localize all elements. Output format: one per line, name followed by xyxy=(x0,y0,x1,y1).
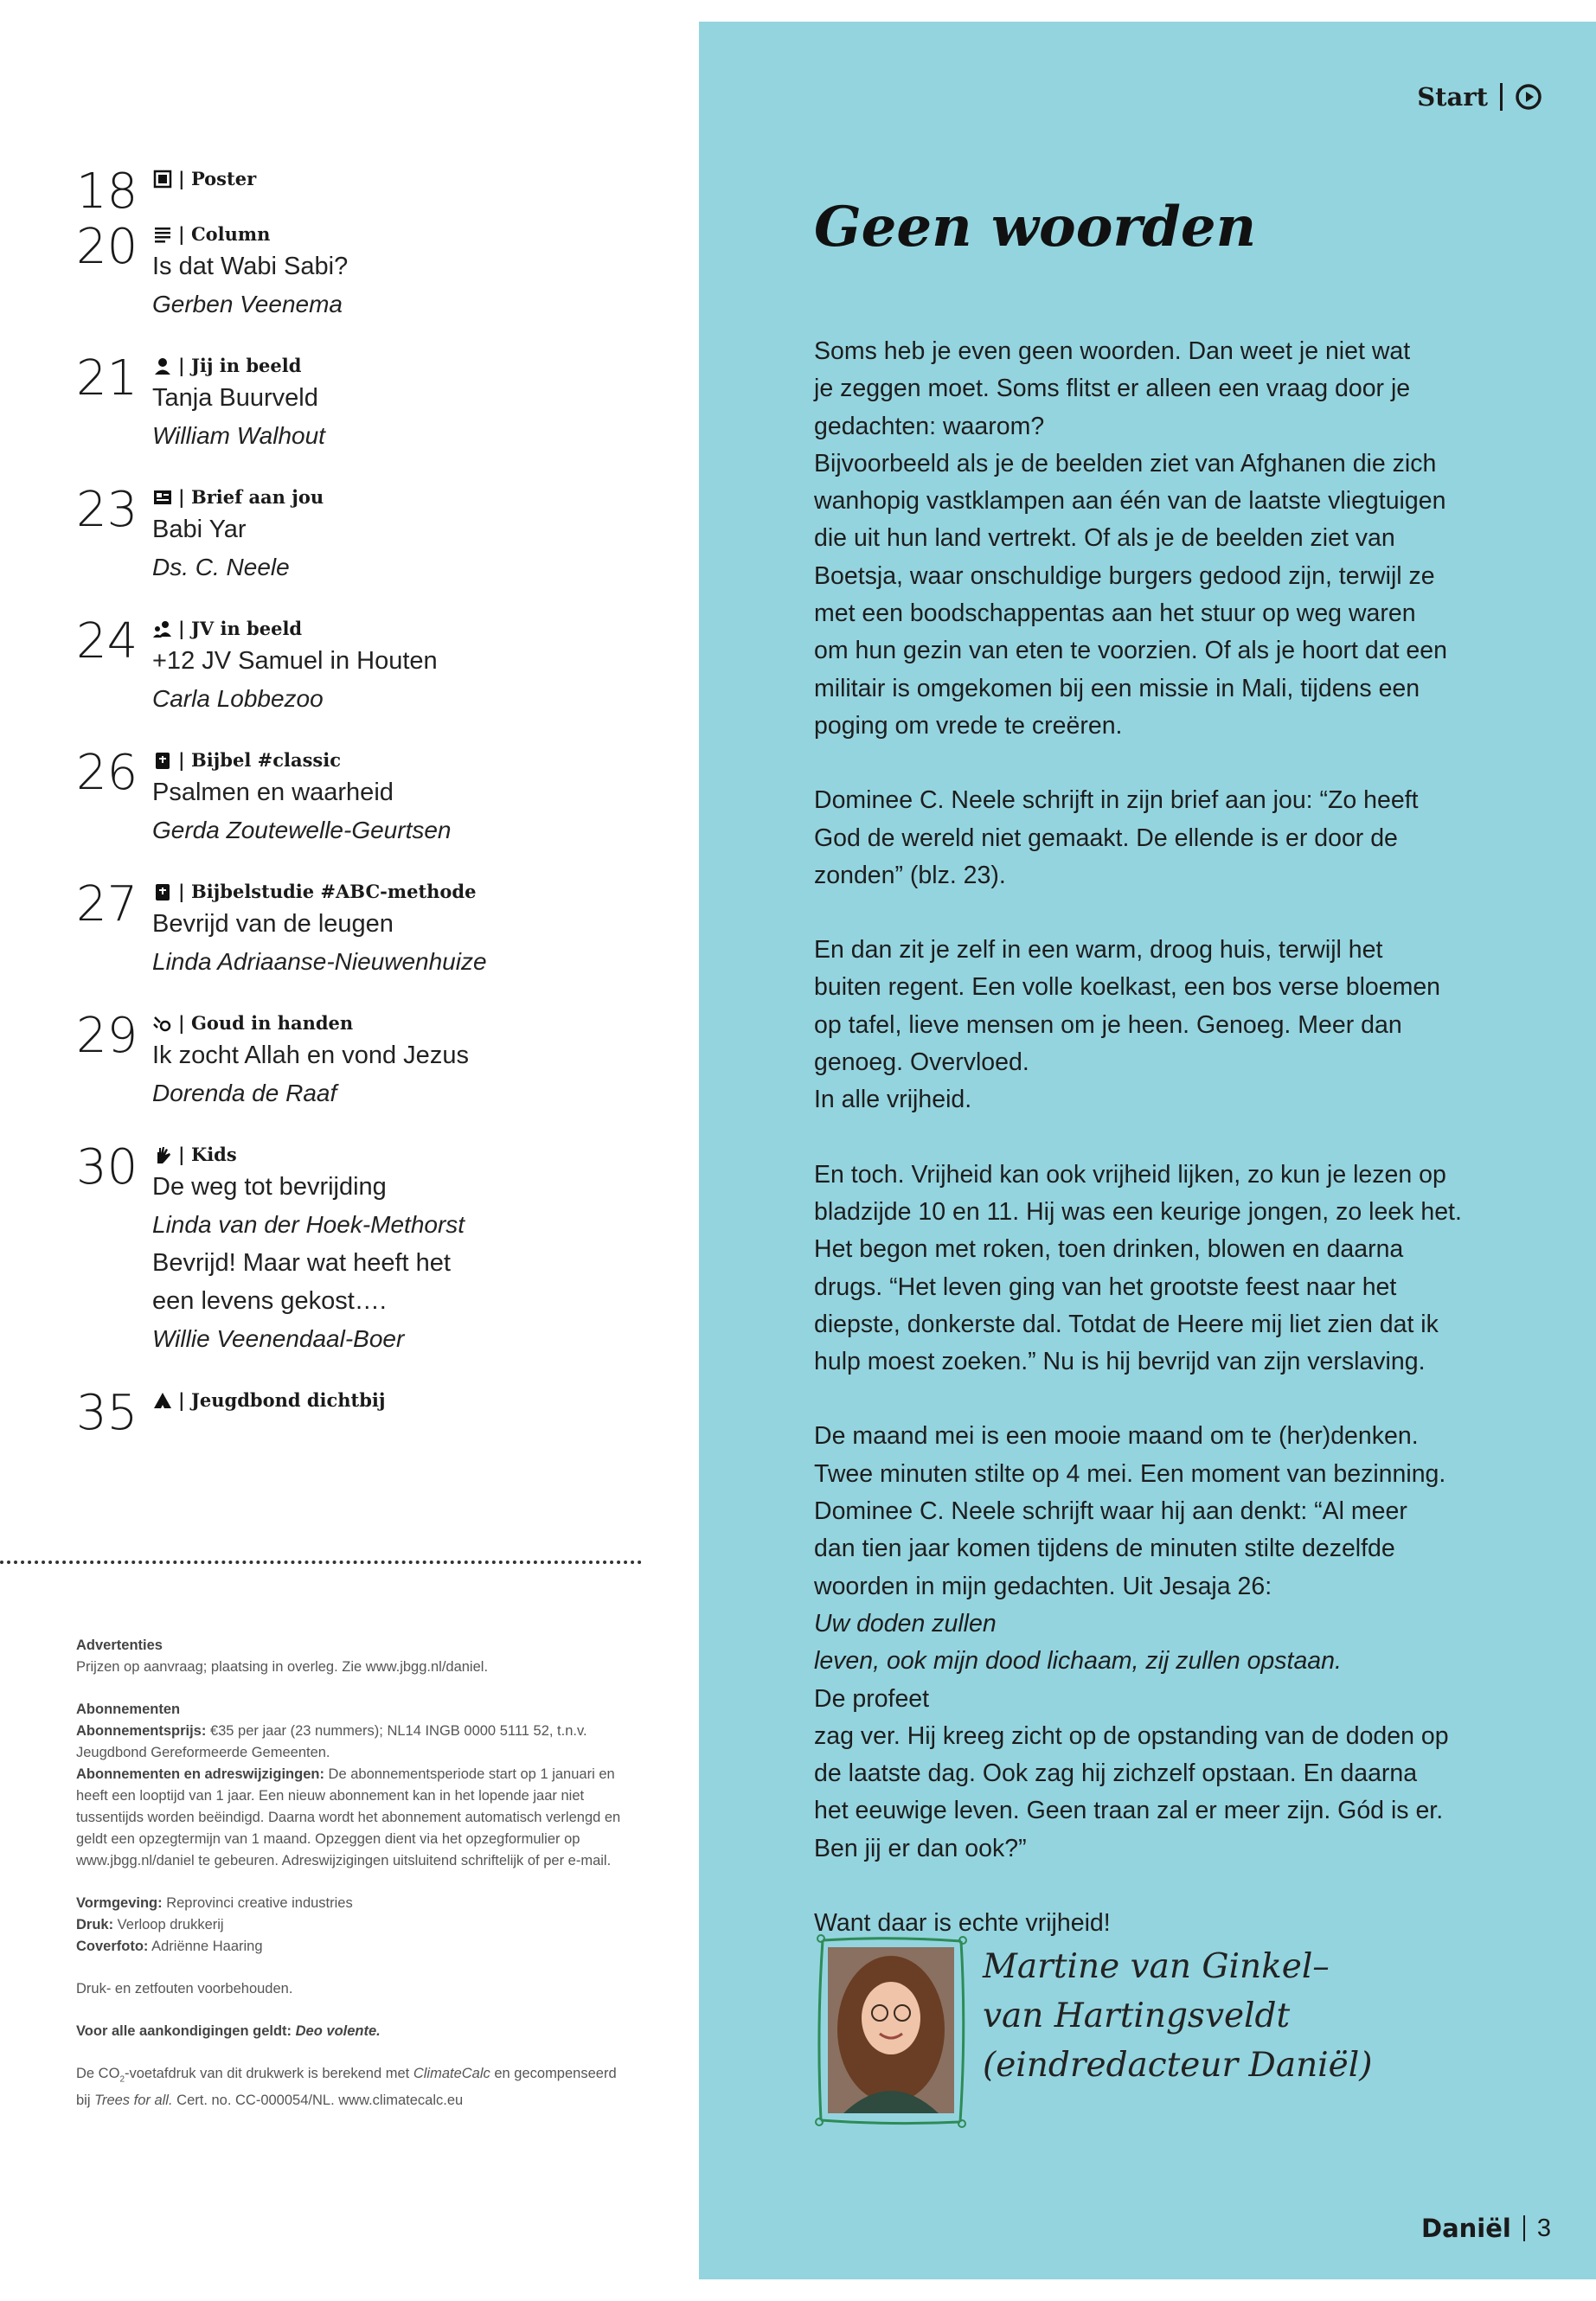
toc-author: William Walhout xyxy=(152,422,325,449)
toc-title: Tanja Buurveld xyxy=(152,384,318,412)
author-photo-frame xyxy=(814,1933,968,2128)
text-line: Dominee C. Neele schrijft waar hij aan denkt: “Al meer xyxy=(814,1497,1407,1526)
signature-block xyxy=(814,1933,1471,2141)
toc-category xyxy=(152,747,682,773)
toc-page-number: 29 xyxy=(76,1008,138,1064)
cover-label: Coverfoto: xyxy=(76,1939,149,1954)
text-line: de laatste dag. Ook zag hij zichzelf opstaan. En daarna xyxy=(814,1759,1418,1788)
text-line: Ben jij er dan ook?” xyxy=(814,1834,1027,1862)
text-line: bladzijde 10 en 11. Hij was een keurige jongen, zo leek het. xyxy=(814,1197,1462,1226)
toc-entry[interactable] xyxy=(76,1139,682,1358)
design-text: Reprovinci creative industries xyxy=(162,1895,353,1911)
toc-category xyxy=(152,353,682,379)
text-line: wanhopig vastklampen aan één van de laatste vliegtuigen xyxy=(814,487,1446,516)
toc-category xyxy=(152,616,682,642)
p5-line6-text: De profeet xyxy=(814,1684,930,1713)
toc-category xyxy=(152,879,682,905)
ads-text: Prijzen op aanvraag; plaatsing in overleg. Zie www.jbgg.nl/daniel. xyxy=(76,1659,489,1675)
toc-author: Gerben Veenema xyxy=(152,291,343,317)
start-label: Start xyxy=(1417,82,1488,112)
ads-heading: Advertenties xyxy=(76,1638,163,1653)
author-photo xyxy=(828,1947,954,2113)
editorial-panel xyxy=(699,22,1596,2279)
text-line: militair is omgekomen bij een missie in Mali, tijdens een xyxy=(814,674,1420,702)
text-line: genoeg. Overvloed. xyxy=(814,1048,1029,1077)
toc-category-label: | Jij in beeld xyxy=(178,355,302,376)
text-line: En toch. Vrijheid kan ook vrijheid lijken, zo kun je lezen op xyxy=(814,1160,1446,1189)
toc-author: Linda van der Hoek-Methorst xyxy=(152,1211,465,1238)
toc-entry[interactable] xyxy=(76,221,682,324)
subs-price-label: Abonnementsprijs: xyxy=(76,1723,207,1739)
start-link[interactable] xyxy=(1417,82,1542,112)
toc-category-label: | Bijbel #classic xyxy=(178,749,341,771)
climatecalc-name: ClimateCalc xyxy=(413,2066,490,2081)
text-line: In alle vrijheid. xyxy=(814,1086,972,1114)
text-line: dan tien jaar komen tijdens de minuten stilte dezelfde xyxy=(814,1535,1395,1563)
signature-line-1: Martine van Ginkel– xyxy=(983,1947,1330,1986)
toc-page-number: 21 xyxy=(76,350,138,407)
toc-entry[interactable] xyxy=(76,163,682,220)
toc-category xyxy=(152,1388,682,1413)
toc-category-label: | Column xyxy=(178,223,271,245)
text-line: De maand mei is een mooie maand om te (her)denken. xyxy=(814,1422,1419,1451)
text-line: Twee minuten stilte op 4 mei. Een moment van bezinning. xyxy=(814,1459,1446,1488)
poster-icon xyxy=(152,170,173,189)
paragraph-4 xyxy=(814,1157,1471,1381)
text-line: hulp moest zoeken.” Nu is hij bevrijd van zijn verslaving. xyxy=(814,1348,1426,1376)
toc-column xyxy=(0,0,699,2301)
paragraph-5 xyxy=(814,1418,1471,1868)
toc-title: Ik zocht Allah en vond Jezus xyxy=(152,1042,469,1069)
magazine-name: Daniël xyxy=(1421,2214,1511,2243)
text-line: poging om vrede te creëren. xyxy=(814,711,1123,740)
start-separator xyxy=(1500,83,1503,111)
toc-page-number: 30 xyxy=(76,1139,138,1195)
toc-entry[interactable] xyxy=(76,1385,682,1441)
deo-label: Voor alle aankondigingen geldt: xyxy=(76,2023,292,2039)
paragraph-1 xyxy=(814,333,1471,745)
toc-category xyxy=(152,1142,682,1168)
subs-change-label: Abonnementen en adreswijzigingen: xyxy=(76,1766,324,1782)
hand-kids-icon xyxy=(152,1145,173,1164)
toc-author: Carla Lobbezoo xyxy=(152,685,324,712)
toc-category-label: | Bijbelstudie #ABC-methode xyxy=(178,881,477,902)
subs-price-text: €35 per jaar (23 nummers); NL14 INGB 0000 5111 52, t.n.v. Jeugdbond Gereformeerde Gemeenten. xyxy=(76,1723,587,1760)
paragraph-3 xyxy=(814,932,1471,1118)
toc-author: Linda Adriaanse-Nieuwenhuize xyxy=(152,948,487,975)
p5-line6-quote: leven, ook mijn dood lichaam, zij zullen opstaan. xyxy=(814,1647,1342,1676)
toc-title: +12 JV Samuel in Houten xyxy=(152,647,438,675)
print-text: Verloop drukkerij xyxy=(113,1917,224,1932)
text-line: Boetsja, waar onschuldige burgers gedood zijn, terwijl ze xyxy=(814,561,1435,590)
play-circle-icon xyxy=(1515,83,1542,111)
dotted-divider xyxy=(0,1561,642,1564)
toc-title: Bevrijd! Maar wat heeft het een levens gekost…. xyxy=(152,1249,451,1315)
toc-category-label: | Poster xyxy=(178,168,257,189)
table-of-contents xyxy=(76,163,682,1443)
toc-author: Dorenda de Raaf xyxy=(152,1080,337,1106)
paragraph-6: Want daar is echte vrijheid! xyxy=(814,1908,1111,1937)
co2-sub: 2 xyxy=(119,2074,125,2085)
article-headline: Geen woorden xyxy=(814,195,1257,260)
toc-category-label: | Brief aan jou xyxy=(178,486,324,508)
text-line: zonden” (blz. 23). xyxy=(814,861,1006,889)
toc-category xyxy=(152,1010,682,1036)
co2-text-a: De CO xyxy=(76,2066,120,2081)
text-line: die uit hun land vertrekt. Of als je de beelden ziet van xyxy=(814,524,1395,553)
trees-for-all-name: Trees for all. xyxy=(94,2093,173,2109)
toc-page-number: 35 xyxy=(76,1385,138,1441)
toc-page-number: 18 xyxy=(76,163,138,220)
subs-heading: Abonnementen xyxy=(76,1702,181,1717)
text-line: gedachten: waarom? xyxy=(814,412,1045,440)
bible-icon xyxy=(152,751,173,770)
print-label: Druk: xyxy=(76,1917,114,1932)
toc-entry[interactable] xyxy=(76,613,682,718)
text-line: het eeuwige leven. Geen traan zal er meer zijn. Gód is er. xyxy=(814,1797,1444,1825)
toc-page-number: 20 xyxy=(76,219,138,275)
signature-name xyxy=(983,1942,1433,2090)
toc-author: Gerda Zoutewelle-Geurtsen xyxy=(152,817,452,843)
signature-line-3: (eindredacteur Daniël) xyxy=(983,2046,1373,2085)
co2-text-d: Cert. no. CC-000054/NL. www.climatecalc.eu xyxy=(172,2093,464,2109)
toc-category-label: | Goud in handen xyxy=(178,1012,354,1034)
letter-card-icon xyxy=(152,488,173,507)
article-body xyxy=(814,333,1471,1979)
page-number: 3 xyxy=(1536,2214,1551,2242)
text-line: met een boodschappentas aan het stuur op weg waren xyxy=(814,599,1416,628)
toc-author: Ds. C. Neele xyxy=(152,554,290,580)
text-line: diepste, donkerste dal. Totdat de Heere mij liet zien dat ik xyxy=(814,1310,1439,1338)
text-line: God de wereld niet gemaakt. De ellende is er door de xyxy=(814,824,1398,852)
toc-author: Willie Veenendaal-Boer xyxy=(152,1325,405,1352)
bible-icon xyxy=(152,882,173,901)
toc-page-number: 27 xyxy=(76,876,138,933)
paragraph-2 xyxy=(814,782,1471,894)
deo-text: Deo volente. xyxy=(292,2023,381,2039)
text-line: Soms heb je even geen woorden. Dan weet je niet wat xyxy=(814,337,1411,365)
toc-title: Babi Yar xyxy=(152,516,247,543)
person-icon xyxy=(152,356,173,375)
toc-entry[interactable] xyxy=(76,350,682,455)
toc-category-label: | Kids xyxy=(178,1144,237,1165)
text-line: drugs. “Het leven ging van het grootste feest naar het xyxy=(814,1272,1397,1301)
co2-text-c: en gecompenseerd bij xyxy=(76,2066,617,2109)
text-line: En dan zit je zelf in een warm, droog huis, terwijl het xyxy=(814,936,1383,965)
toc-title: Bevrijd van de leugen xyxy=(152,910,394,938)
toc-title: Psalmen en waarheid xyxy=(152,779,394,806)
hands-icon xyxy=(152,1014,173,1033)
text-line: om hun gezin van eten te voorzien. Of als je hoort dat een xyxy=(814,637,1447,665)
signature-line-2: van Hartingsveldt xyxy=(983,1997,1291,2035)
text-line: Dominee C. Neele schrijft in zijn brief aan jou: “Zo heeft xyxy=(814,786,1419,815)
colophon xyxy=(76,1635,630,2132)
text-line: zag ver. Hij kreeg zicht op de opstanding van de doden op xyxy=(814,1721,1449,1750)
text-line: Bijvoorbeeld als je de beelden ziet van Afghanen die zich xyxy=(814,449,1437,478)
column-lines-icon xyxy=(152,225,173,244)
errors-note: Druk- en zetfouten voorbehouden. xyxy=(76,1981,293,1997)
text-line: op tafel, lieve mensen om je heen. Genoeg. Meer dan xyxy=(814,1010,1402,1039)
toc-entry[interactable] xyxy=(76,747,682,849)
toc-entry[interactable] xyxy=(76,484,682,586)
p5-line5-text: woorden in mijn gedachten. Uit Jesaja 26: xyxy=(814,1572,1272,1600)
text-line: Het begon met roken, toen drinken, blowen en daarna xyxy=(814,1235,1404,1264)
toc-page-number: 23 xyxy=(76,482,138,538)
co2-text-b: -voetafdruk van dit drukwerk is berekend met xyxy=(125,2066,413,2081)
cover-text: Adriënne Haaring xyxy=(148,1939,263,1954)
mountain-icon xyxy=(152,1391,173,1410)
subs-change-text: De abonnementsperiode start op 1 januari en heeft een looptijd van 1 jaar. Een nieuw abonnement kan in het lopende jaar niet tussentijds worden beëindigd. Daarna wordt het abonnement automatisch verlengd en geldt een opzegtermijn van 1 maand. Opzeggen dient via het opzegformulier op www.jbgg.nl/daniel te gebeuren. Adreswijzigingen uitsluitend schriftelijk of per e-mail. xyxy=(76,1766,621,1868)
toc-category xyxy=(152,166,682,192)
group-icon xyxy=(152,619,173,638)
toc-category xyxy=(152,484,682,510)
toc-title: De weg tot bevrijding xyxy=(152,1173,387,1201)
p5-line5-quote: Uw doden zullen xyxy=(814,1609,997,1638)
toc-entry[interactable] xyxy=(76,876,682,981)
toc-entry[interactable] xyxy=(76,1010,682,1112)
toc-category xyxy=(152,221,682,247)
toc-category-label: | Jeugdbond dichtbij xyxy=(178,1389,386,1411)
footer-separator xyxy=(1523,2215,1525,2241)
toc-page-number: 26 xyxy=(76,745,138,801)
toc-category-label: | JV in beeld xyxy=(178,618,303,639)
text-line: je zeggen moet. Soms flitst er alleen een vraag door je xyxy=(814,375,1411,403)
toc-page-number: 24 xyxy=(76,613,138,670)
page-footer xyxy=(1421,2214,1551,2243)
design-label: Vormgeving: xyxy=(76,1895,163,1911)
text-line: buiten regent. Een volle koelkast, een bos verse bloemen xyxy=(814,973,1441,1002)
toc-title: Is dat Wabi Sabi? xyxy=(152,253,349,280)
